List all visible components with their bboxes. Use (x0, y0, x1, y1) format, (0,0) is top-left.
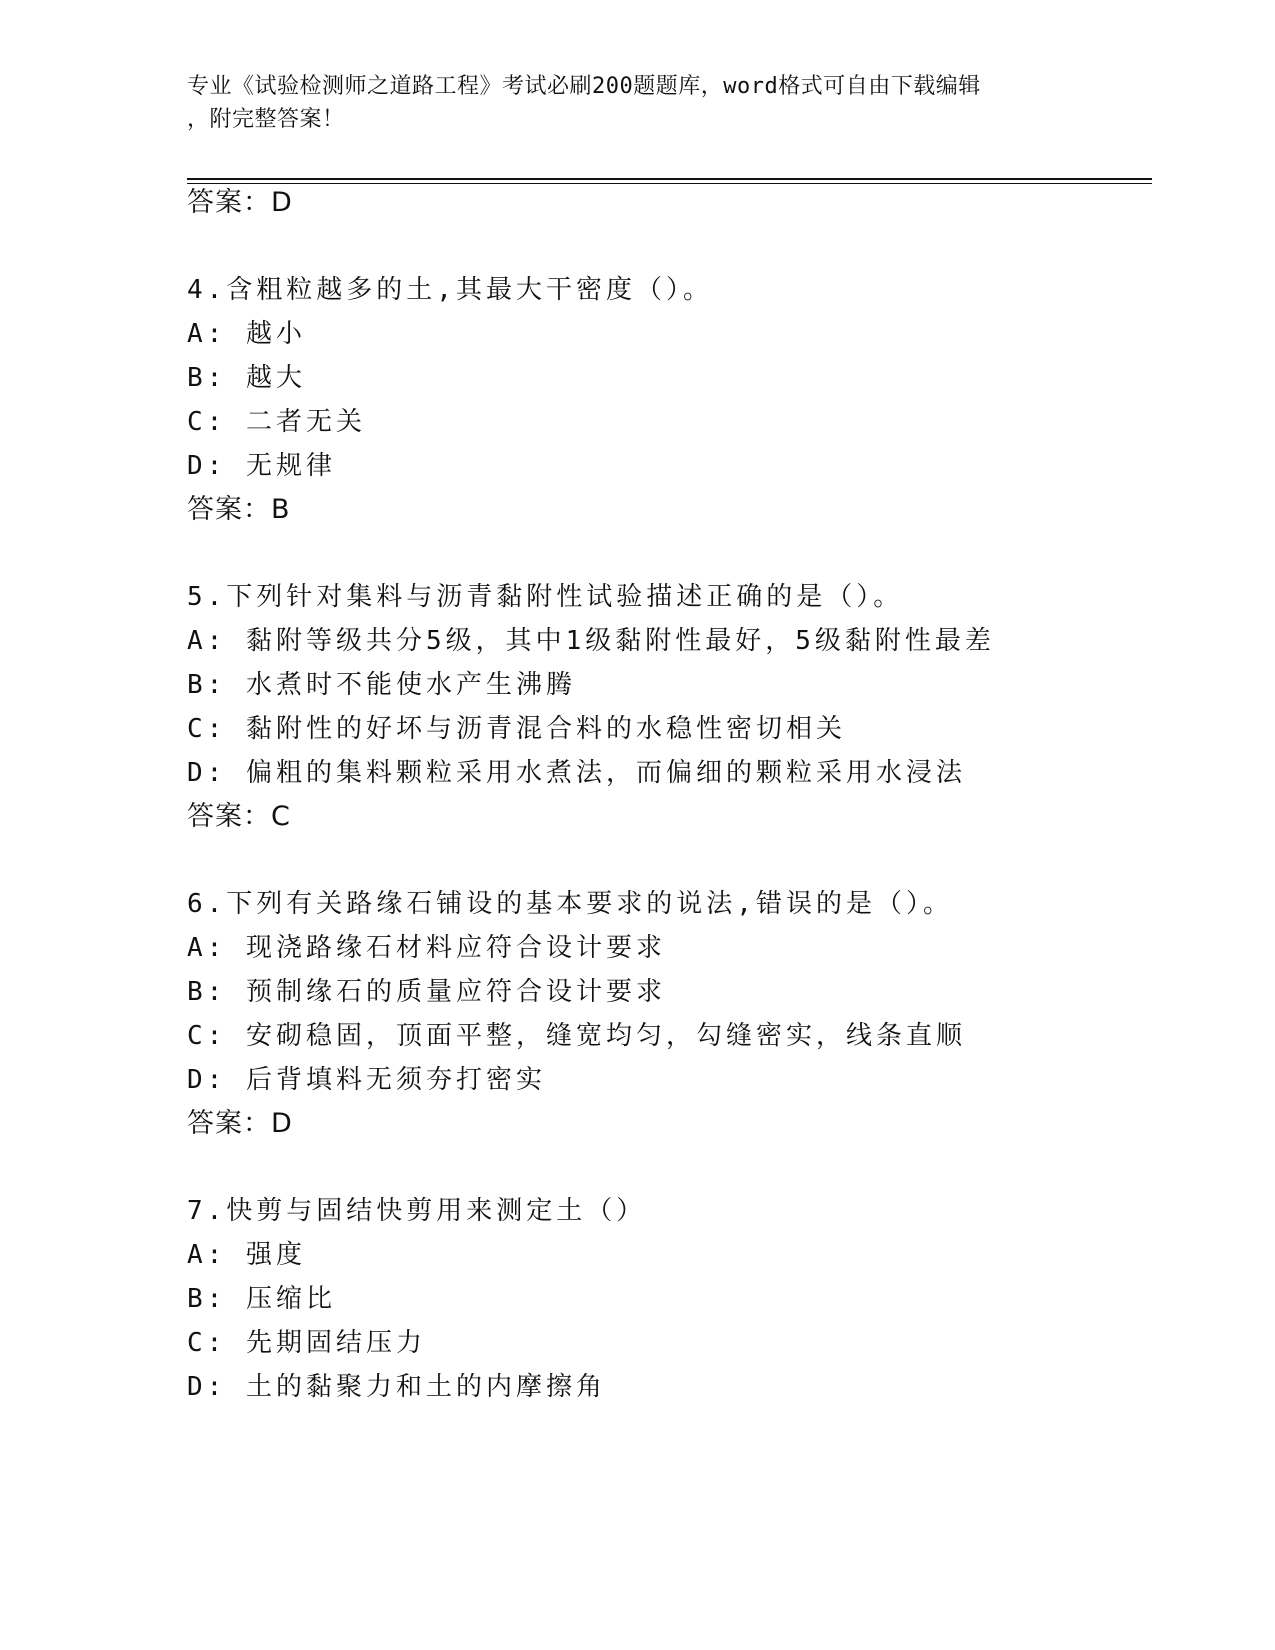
header-line-1: 专业《试验检测师之道路工程》考试必刷200题题库，word格式可自由下载编辑 (187, 74, 981, 99)
question-6-option-c: C: 安砌稳固，顶面平整，缝宽均匀，勾缝密实，线条直顺 (187, 1021, 966, 1051)
question-5-option-a: A: 黏附等级共分5级，其中1级黏附性最好，5级黏附性最差 (187, 626, 995, 656)
question-5-option-d: D: 偏粗的集料颗粒采用水煮法，而偏细的颗粒采用水浸法 (187, 758, 966, 788)
question-6-option-d: D: 后背填料无须夯打密实 (187, 1065, 546, 1095)
question-5-answer: 答案：C (187, 801, 291, 832)
question-4-answer: 答案：B (187, 494, 291, 525)
page-header (187, 70, 1087, 136)
header-line-2: ，附完整答案！ (187, 107, 345, 132)
question-4-option-d: D: 无规律 (187, 451, 336, 481)
question-6-stem: 6.下列有关路缘石铺设的基本要求的说法,错误的是（）。 (187, 889, 953, 919)
question-6-answer: 答案：D (187, 1108, 293, 1139)
header-divider (187, 178, 1152, 180)
question-7-option-b: B: 压缩比 (187, 1284, 336, 1314)
question-5-option-c: C: 黏附性的好坏与沥青混合料的水稳性密切相关 (187, 714, 846, 744)
question-7-stem: 7.快剪与固结快剪用来测定土（） (187, 1196, 647, 1226)
question-7-option-c: C: 先期固结压力 (187, 1328, 426, 1358)
question-4-option-b: B: 越大 (187, 363, 306, 393)
question-6-option-b: B: 预制缘石的质量应符合设计要求 (187, 977, 666, 1007)
question-5-option-b: B: 水煮时不能使水产生沸腾 (187, 670, 576, 700)
question-5-stem: 5.下列针对集料与沥青黏附性试验描述正确的是（）。 (187, 582, 904, 612)
question-7-option-d: D: 土的黏聚力和土的内摩擦角 (187, 1372, 606, 1402)
question-4-stem: 4.含粗粒越多的土,其最大干密度（）。 (187, 275, 713, 305)
header-divider-thin (187, 183, 1152, 184)
question-4-option-c: C: 二者无关 (187, 407, 366, 437)
question-4-option-a: A: 越小 (187, 319, 306, 349)
question-7-option-a: A: 强度 (187, 1240, 306, 1270)
answer-previous: 答案：D (187, 187, 293, 218)
question-6-option-a: A: 现浇路缘石材料应符合设计要求 (187, 933, 666, 963)
